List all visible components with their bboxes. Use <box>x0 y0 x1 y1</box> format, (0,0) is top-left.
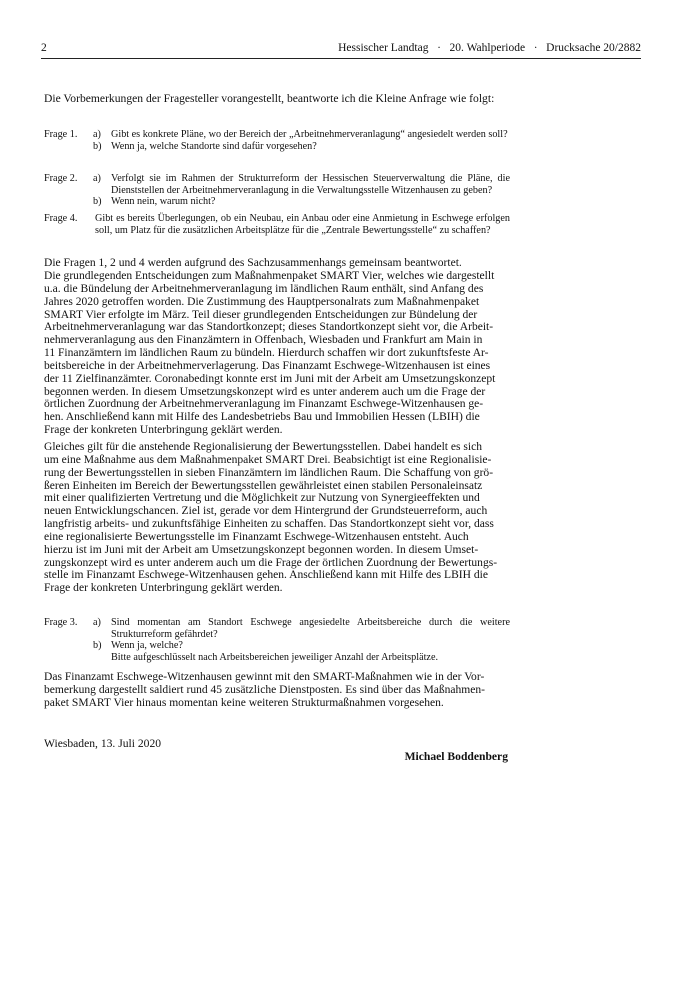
item-marker: b) <box>93 196 102 208</box>
paragraph-line: Die grundlegenden Entscheidungen zum Maßnahmenpaket SMART Vier, welches wie dargestellt <box>44 270 495 282</box>
item-marker: a) <box>93 173 101 184</box>
item-text: Sind momentan am Standort Eschwege angesiedelte Arbeitsbereiche durch die weitere Strukturreform gefährdet? <box>111 617 510 640</box>
paragraph-line: hierzu ist im Juni mit der Arbeit am Umsetzungskonzept begonnen worden. In diesem Umset- <box>44 543 479 556</box>
question-label: Frage 4. <box>44 213 78 224</box>
question-subline: Bitte aufgeschlüsselt nach Arbeitsbereichen jeweiliger Anzahl der Arbeitsplätze. <box>111 652 439 664</box>
paragraph-line: u.a. die Bündelung der Arbeitnehmerveranlagung im ländlichen Raum enthält, sind Anfang des <box>44 282 484 295</box>
paragraph-line: neuen Entwicklungschancen. Ziel ist, gerade vor dem Hintergrund der Grundsteuerreform, auch <box>44 505 488 518</box>
item-text: Wenn nein, warum nicht? <box>111 196 216 208</box>
paragraph-line: zungskonzept wird es unter anderem auch um die Frage der örtlichen Zuordnung der Bewertungs- <box>44 556 498 569</box>
paragraph-line: der 11 Zielfinanzämter. Coronabedingt konnte erst im Juni mit der Arbeit am Umsetzungskonzept <box>44 372 496 385</box>
paragraph-line: mit einer qualifizierten Vertretung und die Möglichkeit zur Nutzung von Synergieeffekten und <box>44 492 480 505</box>
paragraph-line: Arbeitnehmerveranlagung war das Standortkonzept; dieses Standortkonzept sieht vor, die Arbeit- <box>44 321 494 334</box>
question-label: Frage 3. <box>44 617 78 628</box>
paragraph-line: Frage der konkreten Unterbringung geklärt werden. <box>44 424 283 437</box>
place-date: Wiesbaden, 13. Juli 2020 <box>44 737 162 750</box>
answer-paragraph-3 <box>44 671 508 710</box>
signer-name: Michael Boddenberg <box>404 750 508 763</box>
paragraph-line: Jahres 2020 getroffen worden. Die Zustimmung des Hauptpersonalrats zum Maßnahmenpaket <box>44 295 480 308</box>
paragraph-line: Frage der konkreten Unterbringung geklärt werden. <box>44 582 283 595</box>
answer-paragraph-1 <box>44 270 508 437</box>
item-marker: b) <box>93 640 102 652</box>
question-item <box>44 196 510 208</box>
item-marker: b) <box>93 140 102 152</box>
answer-paragraph-2 <box>44 441 508 595</box>
question-item <box>44 640 510 652</box>
paragraph-line: ßeren Einheiten im Bereich der Bewertungsstellen gewährleistet einen stabilen Personaleinsatz <box>44 479 483 492</box>
paragraph-line: eine regionalisierte Bewertungsstelle im Finanzamt Eschwege-Witzenhausen entsteht. Auch <box>44 530 469 543</box>
paragraph-line: beitsbereiche in der Arbeitnehmerverlagerung. Das Finanzamt Eschwege-Witzenhausen ist eines <box>44 359 491 372</box>
paragraph-line: nehmerveranlagung aus den Finanzämtern in Offenbach, Wiesbaden und Frankfurt am Main in <box>44 334 483 347</box>
paragraph-line: SMART Vier erfolgte im März. Teil dieser grundlegenden Entscheidungen zur Bündelung der <box>44 308 478 321</box>
item-text: Wenn ja, welche Standorte sind dafür vorgesehen? <box>111 140 317 152</box>
item-text: Gibt es konkrete Pläne, wo der Bereich der „Arbeitnehmerveranlagung“ angesiedelt werden soll? <box>111 129 508 140</box>
paragraph-line: hen. Anschließend kann mit Hilfe des Landesbetriebs Bau und Immobilien Hessen (LBIH) die <box>44 411 480 424</box>
item-marker: a) <box>93 617 101 628</box>
question-item <box>44 617 510 640</box>
page-number: 2 <box>41 42 47 54</box>
paragraph-line: bemerkung dargestellt saldiert rund 45 zusätzliche Dienstposten. Es sind über das Maßnahmen- <box>44 683 486 696</box>
question-item <box>44 129 510 141</box>
paragraph-line: begonnen werden. In diesem Umsetzungskonzept wird es unter anderem auch um die Frage der <box>44 385 486 398</box>
paragraph-line: 11 Finanzämtern im ländlichen Raum zu bündeln. Hierdurch schaffen wir dort zukunftsfeste Ar- <box>44 347 489 360</box>
paragraph-line: stelle im Finanzamt Eschwege-Witzenhausen gehen. Anschließend kann mit Hilfe des LBIH die <box>44 569 488 582</box>
paragraph-line: Gleiches gilt für die anstehende Regionalisierung der Bewertungsstellen. Dabei handelt es sich <box>44 441 483 453</box>
question-label: Frage 2. <box>44 173 78 184</box>
paragraph-line: Das Finanzamt Eschwege-Witzenhausen gewinnt mit den SMART-Maßnahmen wie in der Vor- <box>44 671 485 683</box>
answer-intro: Die Fragen 1, 2 und 4 werden aufgrund des Sachzusammenhangs gemeinsam beantwortet. <box>44 257 462 269</box>
question-4 <box>44 213 510 236</box>
question-item <box>44 141 510 153</box>
item-marker: a) <box>93 129 101 140</box>
question-label: Frage 1. <box>44 129 78 140</box>
paragraph-line: paket SMART Vier hinaus momentan keine weiteren Strukturmaßnahmen vorgesehen. <box>44 696 444 709</box>
paragraph-line: um eine Maßnahme aus dem Maßnahmenpaket SMART Drei. Beabsichtigt ist eine Regionalisie- <box>44 453 492 466</box>
header-title: Hessischer Landtag · 20. Wahlperiode · Drucksache 20/2882 <box>338 42 641 54</box>
question-3 <box>44 617 510 664</box>
paragraph-line: langfristig arbeits- und zukunftsfähige Einheiten zu schaffen. Das Standortkonzept sieht vor, dass <box>44 518 494 531</box>
item-text: Verfolgt sie im Rahmen der Strukturreform der Hessischen Steuerverwaltung die Pläne, die Dienststellen der Arbeitnehmerveranlagung in die Verwaltungsstelle Witzenhausen zu geben? <box>111 173 510 196</box>
question-text: Gibt es bereits Überlegungen, ob ein Neubau, ein Anbau oder eine Anmietung in Eschwege erfolgen soll, um Platz für die zusätzlichen Arbeitsplätze für die „Zentrale Bewertungsstelle“ zu schaffen? <box>95 213 510 236</box>
page-header <box>41 42 641 59</box>
question-item <box>44 173 510 196</box>
intro-sentence: Die Vorbemerkungen der Fragesteller vorangestellt, beantworte ich die Kleine Anfrage wie folgt: <box>44 92 495 105</box>
question-1 <box>44 129 510 152</box>
item-text: Wenn ja, welche? <box>111 640 183 652</box>
paragraph-line: rung der Bewertungsstellen in sieben Finanzämtern im ländlichen Raum. Die Schaffung von grö- <box>44 466 494 479</box>
question-2 <box>44 173 510 208</box>
paragraph-line: örtlichen Zuordnung der Arbeitnehmerveranlagung im Finanzamt Eschwege-Witzenhausen ge- <box>44 398 484 411</box>
